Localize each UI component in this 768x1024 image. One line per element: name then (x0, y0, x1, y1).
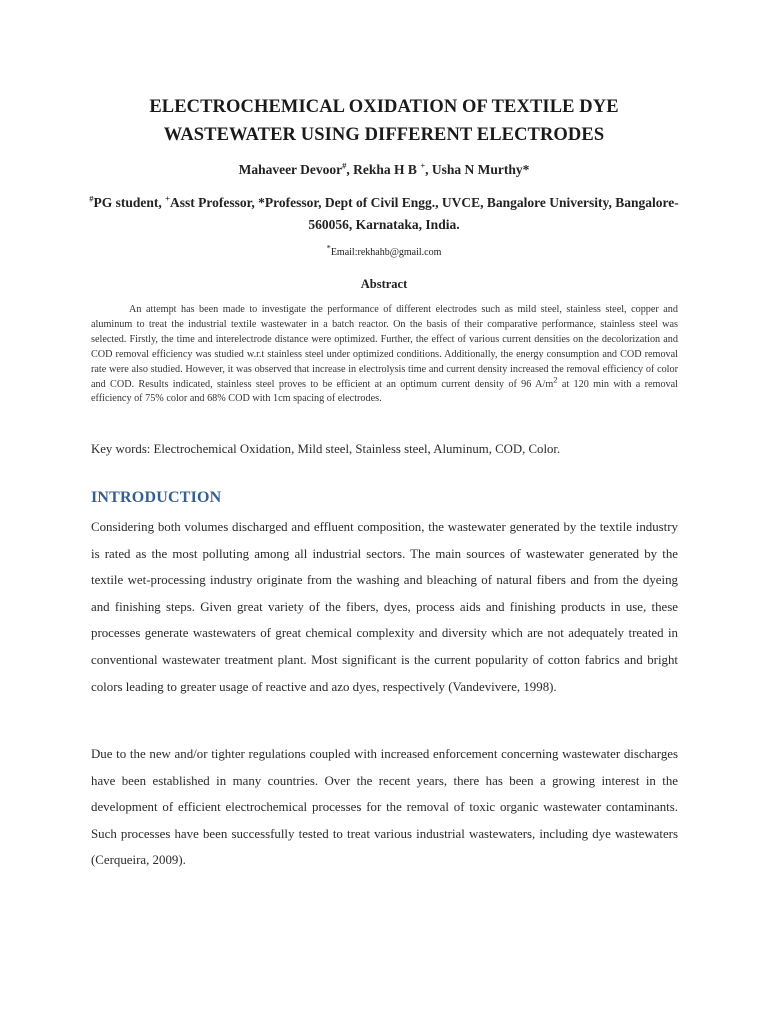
body-paragraph: Due to the new and/or tighter regulations coupled with increased enforcement concerning wastewater discharges have been established in many countries. Over the recent years, there has been a growing interest in the development of efficient electrochemical processes for the removal of toxic organic wastewater contaminants. Such processes have been successfully tested to treat various industrial wastewaters, including dye wastewaters (Cerqueira, 2009). (91, 747, 678, 868)
email-mark: * (326, 242, 331, 253)
author-mark: + (420, 160, 426, 171)
affiliation (84, 192, 684, 236)
author-separator: , (346, 162, 354, 177)
affiliation-mark: # (89, 193, 94, 204)
affiliation-part: Asst Professor, *Professor, Dept of Civil Engg., UVCE, Bangalore University, Bangalore-560056, Karnataka, India. (169, 195, 679, 232)
contact-email (84, 242, 684, 260)
author-mark: # (342, 160, 347, 171)
abstract-heading: Abstract (360, 277, 408, 291)
author-list (60, 160, 708, 180)
author-name: Usha N Murthy* (431, 162, 530, 177)
affiliation-part: PG student, (93, 195, 166, 210)
affiliation-mark: + (165, 193, 170, 204)
abstract-text-end: at 120 min with a removal efficiency of 75% color and 68% COD with 1cm spacing of electrodes. (91, 378, 679, 405)
title-line-1: ELECTROCHEMICAL OXIDATION OF TEXTILE DYE (149, 97, 619, 117)
email-text: Email:rekhahb@gmail.com (330, 247, 442, 258)
author-separator: , (425, 162, 432, 177)
author-name: Mahaveer Devoor (238, 162, 343, 177)
body-paragraph: Considering both volumes discharged and effluent composition, the wastewater generated by the textile industry is rated as the most polluting among all industrial sectors. The main sources of wastewater generated by the textile wet-processing industry originate from the washing and bleaching of natural fibers and from the dyeing and finishing steps. Given great variety of the fibers, dyes, process aids and finishing products in use, these processes generate wastewaters of great chemical complexity and diversity which are not adequately treated in conventional wastewater treatment plant. Most significant is the current popularity of cotton fabrics and bright colors leading to greater usage of reactive and azo dyes, respectively (Vandevivere, 1998). (91, 520, 678, 694)
paper-title (60, 93, 708, 149)
keywords: Key words: Electrochemical Oxidation, Mild steel, Stainless steel, Aluminum, COD, Color. (91, 442, 561, 456)
title-line-2: WASTEWATER USING DIFFERENT ELECTRODES (163, 125, 605, 145)
abstract-text-main: An attempt has been made to investigate the performance of different electrodes such as mild steel, stainless steel, copper and aluminum to treat the industrial textile wastewater in a batch reactor. On the basis of their comparative performance, stainless steel was selected. Firstly, the time and interelectrode distance were optimized. Further, the effect of various current densities on the decolorization and COD removal efficiency was studied w.r.t stainless steel under optimized conditions. Additionally, the energy consumption and COD removal rate were also studied. However, it was observed that increase in electrolysis time and current density increased the removal efficiency of color and COD. Results indicated, stainless steel proves to be efficient at an optimum current density of 96 A/m (91, 304, 678, 390)
abstract-superscript: 2 (553, 374, 558, 385)
author-name: Rekha H B (353, 162, 421, 177)
abstract-text (91, 303, 678, 407)
section-heading-introduction: INTRODUCTION (91, 489, 222, 506)
